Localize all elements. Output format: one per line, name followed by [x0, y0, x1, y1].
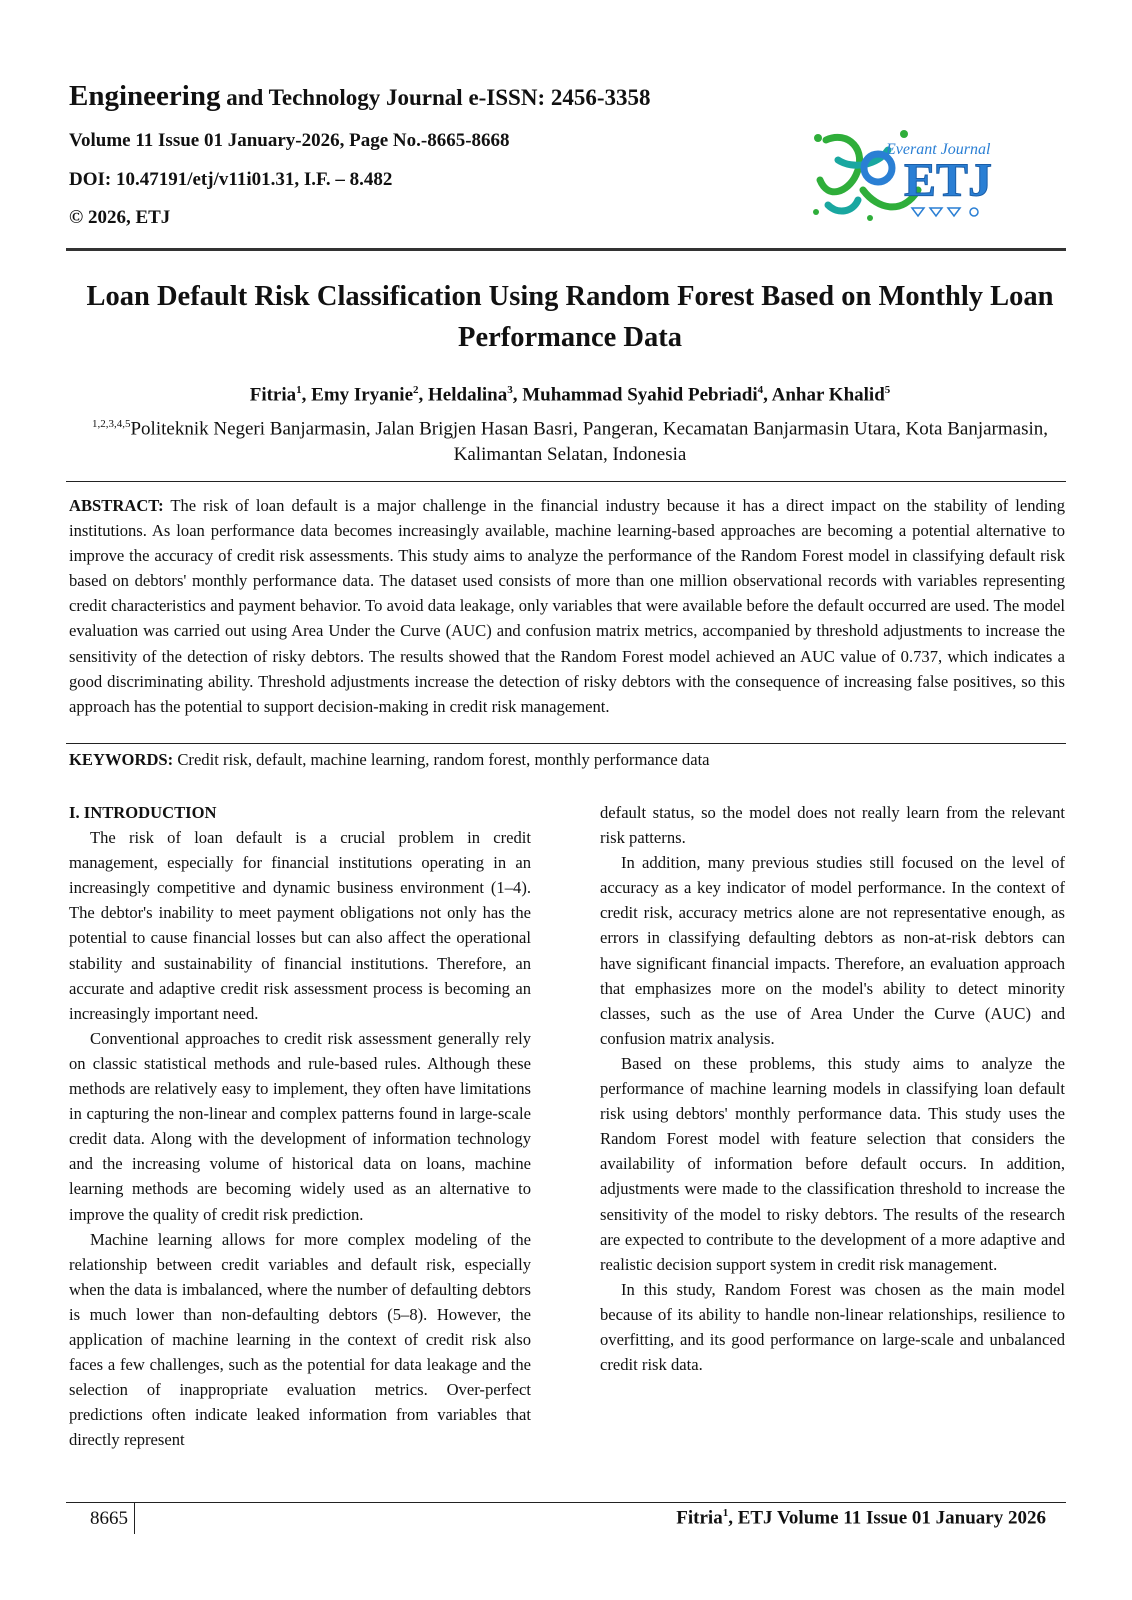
footer-citation-text: , ETJ Volume 11 Issue 01 January 2026	[728, 1507, 1046, 1529]
author-name: Muhammad Syahid Pebriadi	[522, 384, 758, 406]
author-separator: ,	[763, 384, 772, 406]
affiliation	[70, 411, 1070, 468]
footer-rule	[66, 1502, 1066, 1503]
author-list	[70, 384, 1070, 406]
author-name: Fitria	[249, 384, 297, 406]
author-name: Anhar Khalid	[771, 384, 885, 406]
author-separator: ,	[418, 384, 429, 406]
svg-text:ETJ: ETJ	[904, 154, 993, 207]
intro-paragraph-1: The risk of loan default is a crucial problem in credit management, especially for financial institutions operating in an increasingly competitive and dynamic business environment (1–4). The debtor's inability to meet payment obligations not only has the potential to cause financial losses but can also affect the operational stability and sustainability of financial institutions. Therefore, an accurate and adaptive credit risk assessment process is becoming an increasingly important need.	[69, 828, 531, 1023]
author-name: Heldalina	[428, 384, 508, 406]
journal-title-rest: and Technology Journal e-ISSN: 2456-3358	[220, 85, 651, 110]
svg-text:Everant Journal: Everant Journal	[886, 141, 991, 158]
intro-paragraph-4: In addition, many previous studies still focused on the level of accuracy as a key indicator of model performance. In the context of credit risk, accuracy metrics alone are not representative enough, as errors in classifying defaulting debtors as non-at-risk debtors can have significant financial impacts. Therefore, an evaluation approach that emphasizes more on the model's ability to detect minority classes, such as the use of Area Under the Curve (AUC) and confusion matrix analysis.	[600, 853, 1065, 1048]
affiliation-text: Politeknik Negeri Banjarmasin, Jalan Brigjen Hasan Basri, Pangeran, Kecamatan Banjarmasin Utara, Kota Banjarmasin, Kalimantan Selatan, Indonesia	[130, 418, 1049, 466]
abstract-text: The risk of loan default is a major challenge in the financial industry because it has a direct impact on the stability of lending institutions. As loan performance data becomes increasingly available, machine learning-based approaches are becoming a potential alternative to improve the accuracy of credit risk assessments. This study aims to analyze the performance of the Random Forest model in classifying default risk based on debtors' monthly performance data. The dataset used consists of more than one million observational records with variables representing credit characteristics and payment behavior. To avoid data leakage, only variables that were available before the default occurred are used. The model evaluation was carried out using Area Under the Curve (AUC) and confusion matrix metrics, accompanied by threshold adjustments to increase the sensitivity of the detection of risky debtors. The results showed that the Random Forest model achieved an AUC value of 0.737, which indicates a good discriminating ability. Threshold adjustments increase the detection of risky debtors with the consequence of increasing false positives, so this approach has the potential to support decision-making in credit risk management.	[69, 496, 1065, 716]
abstract-label: ABSTRACT:	[69, 496, 164, 515]
left-column	[69, 800, 531, 1452]
author-affiliation-marker: 5	[884, 384, 891, 396]
keywords-text: Credit risk, default, machine learning, random forest, monthly performance data	[177, 750, 710, 769]
keywords-label: KEYWORDS:	[69, 750, 174, 769]
author-separator: ,	[512, 384, 523, 406]
volume-line: Volume 11 Issue 01 January-2026, Page No.-8665-8668	[69, 130, 510, 151]
abstract	[69, 493, 1065, 719]
footer-citation	[620, 1507, 1046, 1529]
author-name: Emy Iryanie	[311, 384, 414, 406]
keywords	[69, 750, 1065, 770]
author-affiliation-marker: 3	[507, 384, 513, 396]
affiliation-marker: 1,2,3,4,5	[91, 418, 131, 430]
footer-author-sup: 1	[722, 1507, 729, 1519]
intro-paragraph-3: Machine learning allows for more complex modeling of the relationship between credit variables and default risk, especially when the data is imbalanced, where the number of defaulting debtors is much lower than non-defaulting debtors (5–8). However, the application of machine learning in the context of credit risk also faces a few challenges, such as the potential for data leakage and the selection of inappropriate evaluation metrics. Over-perfect predictions often indicate leaked information from variables that directly represent	[69, 1229, 531, 1450]
page-number: 8665	[90, 1508, 128, 1529]
copyright-line: © 2026, ETJ	[69, 207, 171, 228]
author-affiliation-marker: 2	[413, 384, 419, 396]
etj-logo-icon	[808, 120, 1020, 228]
intro-paragraph-3-continuation: default status, so the model does not really learn from the relevant risk patterns.	[600, 803, 1065, 848]
journal-title	[69, 80, 651, 113]
abstract-top-rule	[66, 481, 1066, 482]
paper-title: Loan Default Risk Classification Using Random Forest Based on Monthly Loan Performance Data	[86, 281, 1054, 353]
intro-paragraph-2: Conventional approaches to credit risk assessment generally rely on classic statistical methods and rule-based rules. Although these methods are relatively easy to implement, they often have limitations in capturing the non-linear and complex patterns found in large-scale credit data. Along with the development of information technology and the increasing volume of historical data on loans, machine learning methods are becoming widely used as an alternative to improve the quality of credit risk prediction.	[69, 1028, 531, 1224]
intro-paragraph-5: Based on these problems, this study aims to analyze the performance of machine learning models in classifying loan default risk using debtors' monthly performance data. This study uses the Random Forest model with feature selection that considers the availability of information before default occurs. In addition, adjustments were made to the classification threshold to increase the sensitivity of the model to risky debtors. The results of the research are expected to contribute to the development of a more adaptive and realistic decision support system in credit risk management.	[600, 1053, 1065, 1274]
doi-line: DOI: 10.47191/etj/v11i01.31, I.F. – 8.482	[69, 169, 393, 190]
journal-logo	[808, 120, 1020, 228]
page-number-divider	[134, 1503, 135, 1534]
intro-paragraph-6: In this study, Random Forest was chosen as the main model because of its ability to handle non-linear relationships, resilience to overfitting, and its good performance on large-scale and unbalanced credit risk data.	[600, 1279, 1065, 1375]
section-heading-introduction: I. INTRODUCTION	[69, 803, 217, 822]
journal-title-first: Engineering	[69, 80, 221, 112]
right-column	[600, 800, 1065, 1377]
author-affiliation-marker: 1	[296, 384, 302, 396]
footer-author: Fitria	[676, 1507, 723, 1529]
author-affiliation-marker: 4	[757, 384, 764, 396]
header-rule	[66, 248, 1066, 251]
keywords-top-rule	[66, 743, 1066, 744]
author-separator: ,	[301, 384, 312, 406]
